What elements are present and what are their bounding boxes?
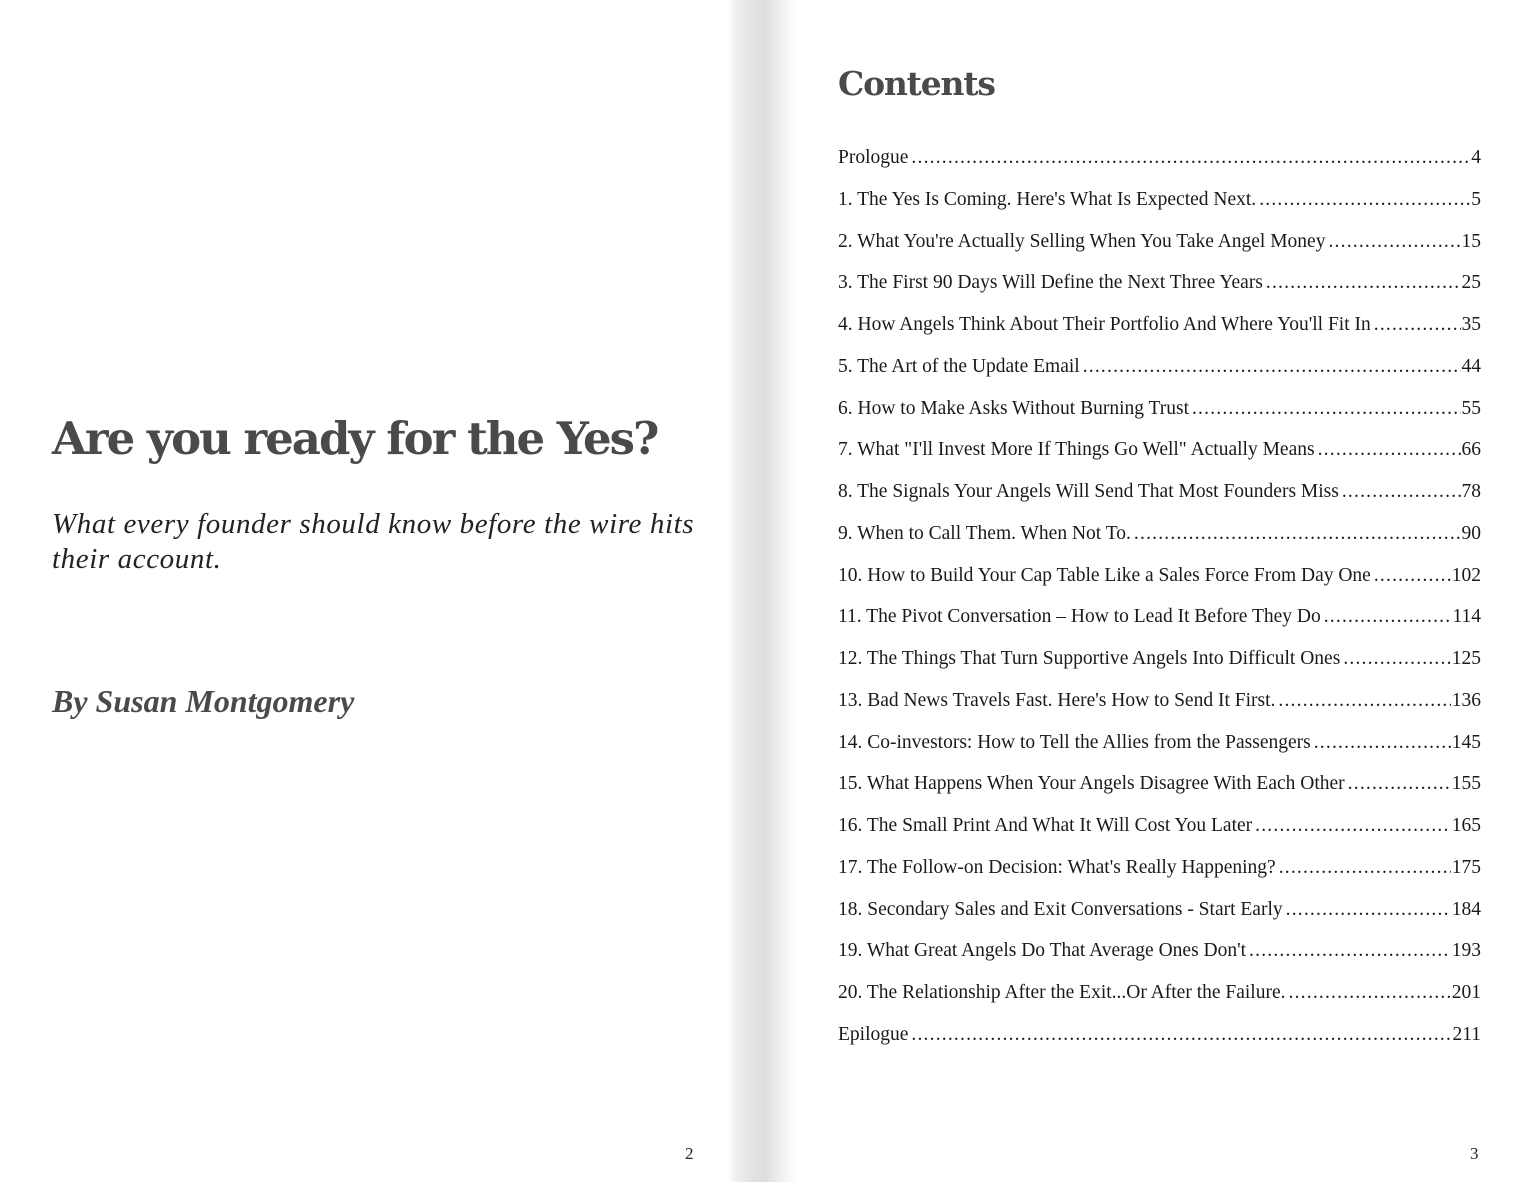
toc-entry[interactable] [838,1014,1481,1056]
toc-entry-title: Prologue [838,147,909,168]
toc-entry-page-number: 55 [1461,397,1481,419]
toc-dot-leader [1318,429,1461,471]
toc-dot-leader [1348,763,1451,805]
toc-dot-leader [1279,847,1451,889]
page-number-right: 3 [1470,1144,1479,1163]
toc-entry[interactable] [838,805,1481,847]
page-number-left: 2 [685,1144,694,1163]
toc-dot-leader [1289,972,1451,1014]
toc-dot-leader [1374,304,1461,346]
toc-entry-title: 18. Secondary Sales and Exit Conversations - Start Early [838,898,1283,920]
toc-entry-page-number: 44 [1461,355,1481,377]
toc-entry-title: 6. How to Make Asks Without Burning Trust [838,397,1189,419]
toc-entry[interactable] [838,638,1481,680]
toc-dot-leader [1266,262,1461,304]
toc-entry-title: 15. What Happens When Your Angels Disagree With Each Other [838,773,1345,795]
toc-entry-title: 13. Bad News Travels Fast. Here's How to Send It First. [838,689,1276,711]
page-gutter-shadow [728,0,800,1182]
toc-entry-title: 2. What You're Actually Selling When You Take Angel Money [838,230,1326,252]
toc-entry-title: 14. Co-investors: How to Tell the Allies from the Passengers [838,731,1311,753]
toc-entry-page-number: 5 [1471,188,1481,210]
toc-entry-page-number: 201 [1451,982,1481,1003]
toc-entry-page-number: 90 [1461,522,1481,544]
toc-entry-page-number: 184 [1451,898,1481,920]
toc-entry-page-number: 155 [1451,773,1481,795]
toc-dot-leader [1083,346,1461,388]
toc-dot-leader [1314,722,1451,764]
toc-entry[interactable] [838,346,1481,388]
toc-entry[interactable] [838,262,1481,304]
toc-dot-leader [1324,596,1452,638]
toc-entry-page-number: 15 [1461,230,1481,252]
toc-entry[interactable] [838,137,1481,179]
toc-entry-page-number: 114 [1452,606,1481,628]
toc-entry[interactable] [838,429,1481,471]
book-title: Are you ready for the Yes? [52,412,658,465]
toc-entry-title: 5. The Art of the Update Email [838,355,1080,377]
toc-entry-page-number: 35 [1461,314,1481,335]
toc-entry[interactable] [838,930,1481,972]
toc-entry[interactable] [838,722,1481,764]
contents-heading: Contents [838,64,995,103]
toc-dot-leader [1328,221,1460,263]
toc-entry-page-number: 102 [1451,564,1481,586]
toc-dot-leader [1343,638,1450,680]
toc-dot-leader [1278,680,1450,722]
toc-entry-title: 3. The First 90 Days Will Define the Next Three Years [838,272,1263,294]
left-page [0,0,735,1182]
toc-entry[interactable] [838,221,1481,263]
toc-entry-page-number: 165 [1451,815,1481,836]
toc-entry[interactable] [838,513,1481,555]
toc-dot-leader [1286,889,1451,931]
toc-entry-page-number: 175 [1451,856,1481,878]
toc-dot-leader [1134,513,1461,555]
toc-entry[interactable] [838,680,1481,722]
toc-dot-leader [1255,805,1451,847]
toc-entry-title: 7. What "I'll Invest More If Things Go Well" Actually Means [838,439,1315,461]
toc-dot-leader [1259,179,1470,221]
toc-entry-title: 12. The Things That Turn Supportive Angels Into Difficult Ones [838,648,1341,669]
toc-entry-page-number: 78 [1461,481,1481,502]
toc-dot-leader [1374,555,1451,597]
toc-entry[interactable] [838,972,1481,1014]
toc-entry[interactable] [838,763,1481,805]
toc-entry-title: 8. The Signals Your Angels Will Send That Most Founders Miss [838,481,1339,502]
toc-entry-page-number: 145 [1451,731,1481,753]
toc-entry-title: 19. What Great Angels Do That Average Ones Don't [838,940,1247,962]
book-subtitle: What every founder should know before the wire hits their account. [52,508,695,575]
toc-entry-title: 10. How to Build Your Cap Table Like a Sales Force From Day One [838,564,1371,586]
toc-dot-leader [1192,388,1461,430]
toc-entry[interactable] [838,889,1481,931]
toc-entry[interactable] [838,847,1481,889]
toc-dot-leader [911,1014,1451,1056]
table-of-contents [838,137,1481,1056]
toc-entry-page-number: 4 [1471,147,1481,168]
toc-entry-title: 4. How Angels Think About Their Portfolio And Where You'll Fit In [838,314,1371,335]
right-page [800,0,1534,1182]
toc-entry-title: 1. The Yes Is Coming. Here's What Is Expected Next. [838,188,1257,210]
toc-entry[interactable] [838,555,1481,597]
toc-entry-page-number: 125 [1451,648,1481,669]
toc-entry-title: Epilogue [838,1023,909,1045]
toc-entry-title: 9. When to Call Them. When Not To. [838,522,1131,544]
toc-entry[interactable] [838,596,1481,638]
toc-entry-title: 16. The Small Print And What It Will Cost You Later [838,815,1253,836]
toc-entry-title: 20. The Relationship After the Exit...Or After the Failure. [838,982,1286,1003]
toc-dot-leader [911,137,1470,179]
toc-entry[interactable] [838,471,1481,513]
toc-entry-page-number: 66 [1461,439,1481,461]
book-author: By Susan Montgomery [52,683,355,719]
toc-entry-page-number: 211 [1452,1023,1481,1045]
toc-entry[interactable] [838,388,1481,430]
toc-entry[interactable] [838,179,1481,221]
toc-dot-leader [1342,471,1461,513]
toc-dot-leader [1249,930,1451,972]
toc-entry-page-number: 25 [1461,272,1481,294]
toc-entry-page-number: 136 [1451,689,1481,711]
toc-entry[interactable] [838,304,1481,346]
toc-entry-page-number: 193 [1451,940,1481,962]
toc-entry-title: 11. The Pivot Conversation – How to Lead It Before They Do [838,606,1321,628]
toc-entry-title: 17. The Follow-on Decision: What's Really Happening? [838,856,1276,878]
